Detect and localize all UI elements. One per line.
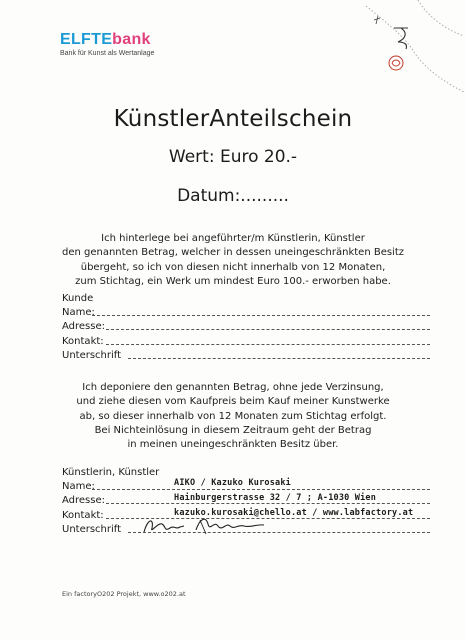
paragraph-line: ab, so dieser innerhalb von 12 Monaten zum Stichtag erfolgt. [79,410,387,422]
artist-address-value: Hainburgerstrasse 32 / 7 ; A-1030 Wien [174,493,377,504]
logo-tagline: Bank für Kunst als Wertanlage [60,50,155,57]
artist-signature-icon [140,512,270,538]
date-line: Datum:......... [177,186,289,206]
logo-word-bank: bank [112,31,151,48]
paragraph-line: und ziehe diesen vom Kaufpreis beim Kauf meiner Kunstwerke [76,396,390,408]
paragraph-line: Bei Nichteinlösung in diesem Zeitraum geht der Betrag [94,424,372,436]
value-line: Wert: Euro 20.- [168,147,298,167]
paragraph-line: Ich deponiere den genannten Betrag, ohne jede Verzinsung, [82,382,384,393]
field-label: Name: [62,481,95,493]
paragraph-line: Ich hinterlege bei angeführter/m Künstlerin, Künstler [101,233,365,244]
paragraph-line: in meinen uneingeschränkten Besitz über. [127,439,339,451]
artist-name-value: AIKO / Kazuko Kurosaki [174,478,291,489]
paragraph-line: den genannten Betrag, welcher in dessen uneingeschränkten Besitz [61,247,405,259]
customer-name-line[interactable] [92,315,430,316]
elftebank-logo [60,31,154,57]
customer-section [62,292,121,363]
deposit-terms-paragraph [0,232,466,289]
customer-address-line[interactable] [106,329,430,330]
footer-credit: Ein factoryO202 Projekt, www.o202.at [62,590,186,598]
field-label: Unterschrift [62,349,122,361]
artist-heading: Künstlerin, Künstler [62,467,160,478]
artist-name-row [62,478,291,494]
logo-word-elfte: ELFTE [60,31,113,48]
artist-contact-value: kazuko.kurosaki@chello.at / www.labfactory.at [174,507,414,518]
artist-address-row [62,493,377,508]
field-label: Kontakt: [62,509,104,521]
field-label: Kontakt: [62,335,104,347]
customer-signature-row [62,349,121,363]
customer-heading: Kunde [62,293,94,304]
corner-stamp-doodle [356,0,466,100]
field-label: Adresse: [62,495,105,507]
certificate-title: KünstlerAnteilschein [113,106,353,132]
customer-address-row [62,320,121,334]
customer-signature-line[interactable] [128,358,430,359]
customer-contact-line[interactable] [106,344,430,345]
red-seal-icon [389,56,403,70]
customer-name-row [62,306,121,320]
paragraph-line: übergeht, so ich von diesen nicht innerhalb von 12 Monaten, [80,261,386,273]
paragraph-line: zum Stichtag, ein Werk um mindest Euro 100.- erworben habe. [75,275,391,287]
field-label: Unterschrift [62,523,122,535]
customer-contact-row [62,335,121,349]
field-label: Name: [62,307,95,319]
artist-terms-paragraph [0,381,466,452]
field-label: Adresse: [62,321,105,333]
